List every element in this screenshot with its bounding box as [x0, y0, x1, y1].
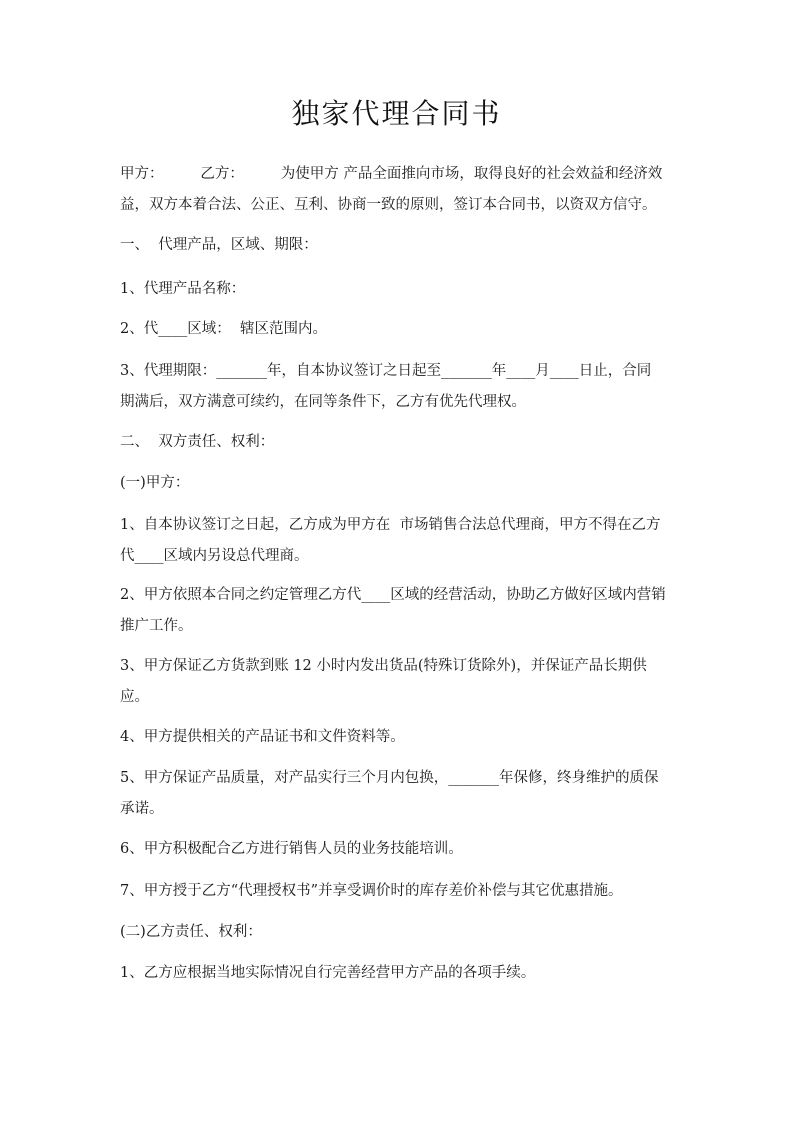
clause-item: [120, 274, 680, 305]
clause-text: 1、乙方应根据当地实际情况自行完善经营甲方产品的各项手续。: [120, 965, 536, 981]
clause-item: [120, 876, 680, 907]
clause-item: [120, 722, 680, 753]
clause-text: 2、代____区域： 辖区范围内。: [120, 321, 327, 337]
intro-line: 益，双方本着合法、公正、互利、协商一致的原则，签订本合同书，以资双方信守。: [120, 197, 657, 213]
clause-text: 3、代理期限：_______年，自本协议签订之日起至_______年____月____日止，合同: [120, 363, 652, 379]
clause-text: 期满后，双方满意可续约，在同等条件下，乙方有优先代理权。: [120, 394, 526, 410]
section-heading-text: 一、 代理产品，区域、期限：: [120, 237, 318, 253]
clause-text: 承诺。: [120, 801, 164, 817]
section-heading-text: 二、 双方责任、权利：: [120, 434, 275, 450]
clause-item: [120, 651, 680, 713]
document-title: 独家代理合同书: [291, 97, 502, 130]
subsection-heading-text: (二)乙方责任、权利：: [120, 924, 262, 940]
clause-item: [120, 763, 680, 825]
clause-text: 4、甲方提供相关的产品证书和文件资料等。: [120, 729, 405, 745]
clause-text: 推广工作。: [120, 618, 193, 634]
section-heading: [120, 427, 680, 458]
intro-paragraph: [120, 159, 680, 221]
intro-line: 甲方： 乙方： 为使甲方 产品全面推向市场，取得良好的社会效益和经济效: [120, 166, 663, 182]
subsection-heading: [120, 468, 680, 499]
subsection-heading-text: (一)甲方：: [120, 475, 190, 491]
clause-text: 代____区域内另设总代理商。: [120, 548, 309, 564]
section-heading: [120, 230, 680, 261]
clause-text: 3、甲方保证乙方货款到账 12 小时内发出货品(特殊订货除外)，并保证产品长期供: [120, 658, 647, 674]
clause-item: [120, 510, 680, 572]
clause-item: [120, 356, 680, 418]
clause-text: 6、甲方积极配合乙方进行销售人员的业务技能培训。: [120, 841, 463, 857]
clause-item: [120, 580, 680, 642]
subsection-heading: [120, 917, 680, 948]
clause-item: [120, 958, 680, 989]
clause-item: [120, 834, 680, 865]
clause-text: 2、甲方依照本合同之约定管理乙方代____区域的经营活动，协助乙方做好区域内营销: [120, 587, 666, 603]
clause-text: 5、甲方保证产品质量，对产品实行三个月内包换，_______年保修，终身维护的质保: [120, 770, 659, 786]
clause-item: [120, 314, 680, 345]
clause-text: 应。: [120, 689, 149, 705]
clause-text: 1、自本协议签订之日起，乙方成为甲方在 市场销售合法总代理商，甲方不得在乙方: [120, 517, 661, 533]
clause-text: 1、代理产品名称：: [120, 281, 246, 297]
clause-text: 7、甲方授于乙方“代理授权书”并享受调价时的库存差价补偿与其它优惠措施。: [120, 883, 623, 899]
